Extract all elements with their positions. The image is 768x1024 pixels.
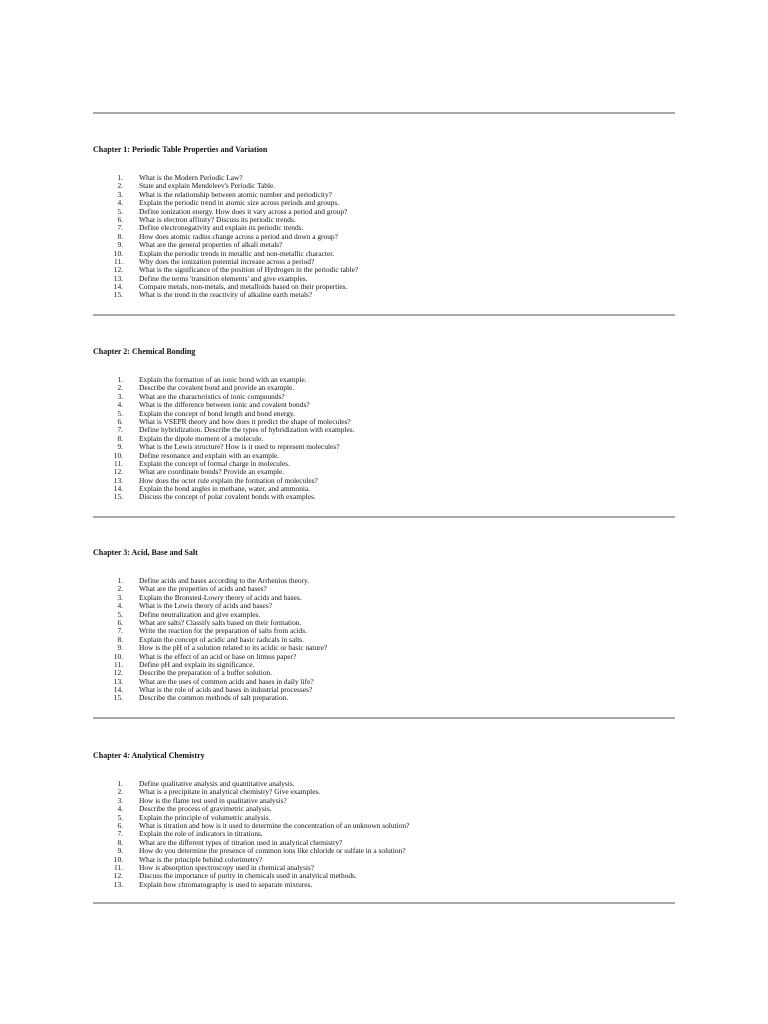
- question-text: What is the role of acids and bases in industrial processes?: [139, 685, 313, 695]
- question-text: What is a precipitate in analytical chemistry? Give examples.: [139, 787, 321, 797]
- question-number: 2.: [117, 181, 123, 191]
- question-list: [93, 577, 693, 703]
- question-text: Describe the preparation of a buffer solution.: [139, 668, 273, 678]
- question-number: 6.: [117, 214, 123, 224]
- question-text: What is the effect of an acid or base on litmus paper?: [139, 651, 297, 661]
- question-text: Write the reaction for the preparation of salts from acids.: [139, 626, 307, 636]
- question-number: 1.: [117, 576, 123, 585]
- question-text: What is the Lewis structure? How is it used to represent molecules?: [139, 442, 340, 452]
- question-text: Compare metals, non-metals, and metalloids based on their properties.: [139, 282, 348, 292]
- question-number: 3.: [117, 795, 123, 805]
- question-text: How is absorption spectroscopy used in chemical analysis?: [139, 862, 315, 872]
- question-number: 10.: [113, 450, 123, 460]
- question-number: 11.: [114, 256, 123, 266]
- question-number: 7.: [117, 425, 123, 435]
- question-text: What is the difference between ionic and covalent bonds?: [139, 400, 310, 410]
- chapter-3: [93, 548, 693, 703]
- question-number: 4.: [117, 601, 123, 611]
- question-number: 15.: [113, 492, 123, 502]
- question-text: How does the octet rule explain the formation of molecules?: [139, 475, 318, 485]
- question-number: 8.: [117, 433, 123, 443]
- question-text: Discuss the importance of purity in chemicals used in analytical methods.: [139, 871, 357, 881]
- question-text: Define neutralization and give examples.: [139, 609, 261, 619]
- divider: [93, 717, 675, 719]
- question-text: Explain the periodic trends in metallic and non-metallic character.: [139, 248, 335, 258]
- question-text: What is the Modern Periodic Law?: [139, 173, 243, 182]
- question-item: [93, 291, 693, 299]
- question-number: 11.: [114, 458, 123, 468]
- question-text: Describe the covalent bond and provide an example.: [139, 383, 295, 393]
- question-number: 5.: [117, 206, 123, 216]
- question-list: [93, 780, 693, 889]
- question-text: Explain the concept of formal charge in molecules.: [139, 458, 290, 468]
- question-number: 6.: [117, 820, 123, 830]
- question-text: Explain the concept of bond length and bond energy.: [139, 408, 295, 418]
- chapter-title: Chapter 3: Acid, Base and Salt: [93, 548, 198, 557]
- question-item: [93, 694, 693, 702]
- question-number: 15.: [113, 693, 123, 703]
- question-number: 4.: [117, 198, 123, 208]
- chapter-1: [93, 145, 693, 300]
- question-text: Explain the dipole moment of a molecule.: [139, 433, 264, 443]
- question-number: 9.: [117, 240, 123, 250]
- question-text: Define qualitative analysis and quantitative analysis.: [139, 779, 295, 788]
- question-number: 4.: [117, 804, 123, 814]
- question-number: 5.: [117, 609, 123, 619]
- question-number: 7.: [117, 223, 123, 233]
- question-text: What is VSEPR theory and how does it predict the shape of molecules?: [139, 416, 351, 426]
- divider: [93, 516, 675, 518]
- question-text: What is electron affinity? Discuss its periodic trends.: [139, 214, 296, 224]
- question-number: 7.: [117, 626, 123, 636]
- question-list: [93, 174, 693, 300]
- question-text: Describe the common methods of salt preparation.: [139, 693, 289, 703]
- question-text: What are the properties of acids and bases?: [139, 584, 267, 594]
- question-text: How is the flame test used in qualitative analysis?: [139, 795, 287, 805]
- question-number: 14.: [113, 685, 123, 695]
- question-item: [93, 493, 693, 501]
- question-number: 5.: [117, 408, 123, 418]
- question-number: 4.: [117, 400, 123, 410]
- question-number: 12.: [113, 467, 123, 477]
- question-number: 1.: [117, 779, 123, 788]
- question-text: Explain the bond angles in methane, water, and ammonia.: [139, 484, 311, 494]
- question-text: What are coordinate bonds? Provide an example.: [139, 467, 285, 477]
- question-text: What are the general properties of alkali metals?: [139, 240, 283, 250]
- question-text: What is the trend in the reactivity of alkaline earth metals?: [139, 290, 313, 300]
- question-number: 8.: [117, 837, 123, 847]
- divider-top: [93, 112, 675, 114]
- question-number: 1.: [117, 375, 123, 384]
- chapter-title: Chapter 4: Analytical Chemistry: [93, 751, 205, 760]
- question-text: How do you determine the presence of common ions like chloride or sulfate in a solution?: [139, 846, 406, 856]
- question-number: 12.: [113, 265, 123, 275]
- question-text: State and explain Mendeleev's Periodic Table.: [139, 181, 276, 191]
- question-number: 2.: [117, 584, 123, 594]
- question-text: What is the significance of the position of Hydrogen in the periodic table?: [139, 265, 359, 275]
- question-text: Explain the principle of volumetric analysis.: [139, 812, 271, 822]
- question-item: [93, 881, 693, 889]
- question-text: Define pH and explain its significance.: [139, 659, 255, 669]
- chapter-2: [93, 347, 693, 502]
- question-text: Define electronegativity and explain its periodic trends.: [139, 223, 304, 233]
- question-text: Define acids and bases according to the Arrhenius theory.: [139, 576, 310, 585]
- question-text: What are the different types of titration used in analytical chemistry?: [139, 837, 343, 847]
- question-number: 11.: [114, 659, 123, 669]
- question-number: 11.: [114, 862, 123, 872]
- chapter-4: [93, 751, 693, 889]
- question-text: Discuss the concept of polar covalent bonds with examples.: [139, 492, 316, 502]
- divider: [93, 314, 675, 316]
- question-text: What is titration and how is it used to determine the concentration of an unknown solution?: [139, 820, 410, 830]
- question-number: 1.: [117, 173, 123, 182]
- question-text: How is the pH of a solution related to its acidic or basic nature?: [139, 643, 328, 653]
- question-number: 13.: [113, 879, 123, 889]
- question-number: 13.: [113, 676, 123, 686]
- question-text: What are the uses of common acids and bases in daily life?: [139, 676, 314, 686]
- question-number: 9.: [117, 846, 123, 856]
- question-text: Explain the Bronsted-Lowry theory of acids and bases.: [139, 592, 302, 602]
- question-number: 14.: [113, 484, 123, 494]
- question-number: 6.: [117, 416, 123, 426]
- question-number: 2.: [117, 787, 123, 797]
- question-number: 2.: [117, 383, 123, 393]
- question-number: 9.: [117, 442, 123, 452]
- question-text: Explain the role of indicators in titrations.: [139, 829, 263, 839]
- question-text: Describe the process of gravimetric analysis.: [139, 804, 272, 814]
- divider-bottom: [93, 902, 675, 904]
- question-list: [93, 376, 693, 502]
- question-number: 10.: [113, 248, 123, 258]
- question-text: Explain the periodic trend in atomic size across periods and groups.: [139, 198, 340, 208]
- question-number: 3.: [117, 391, 123, 401]
- question-text: Define the terms 'transition elements' and give examples.: [139, 273, 308, 283]
- question-text: Define resonance and explain with an example.: [139, 450, 280, 460]
- question-text: Explain the formation of an ionic bond with an example.: [139, 375, 307, 384]
- question-number: 13.: [113, 273, 123, 283]
- question-number: 12.: [113, 871, 123, 881]
- question-number: 10.: [113, 651, 123, 661]
- question-number: 5.: [117, 812, 123, 822]
- question-number: 8.: [117, 634, 123, 644]
- question-number: 7.: [117, 829, 123, 839]
- question-text: What is the relationship between atomic number and periodicity?: [139, 189, 332, 199]
- question-number: 13.: [113, 475, 123, 485]
- question-text: Explain the concept of acidic and basic radicals in salts.: [139, 634, 304, 644]
- question-text: What is the principle behind colorimetry?: [139, 854, 263, 864]
- question-number: 6.: [117, 617, 123, 627]
- question-text: Define hybridization. Describe the types of hybridization with examples.: [139, 425, 355, 435]
- chapter-title: Chapter 1: Periodic Table Properties and Variation: [93, 145, 268, 154]
- question-text: What are the characteristics of ionic compounds?: [139, 391, 285, 401]
- question-number: 15.: [113, 290, 123, 300]
- question-text: Define ionization energy. How does it vary across a period and group?: [139, 206, 348, 216]
- chapter-title: Chapter 2: Chemical Bonding: [93, 347, 196, 356]
- question-number: 14.: [113, 282, 123, 292]
- question-number: 3.: [117, 189, 123, 199]
- question-text: What is the Lewis theory of acids and bases?: [139, 601, 272, 611]
- question-number: 9.: [117, 643, 123, 653]
- question-text: How does atomic radius change across a period and down a group?: [139, 231, 338, 241]
- question-number: 12.: [113, 668, 123, 678]
- question-number: 8.: [117, 231, 123, 241]
- question-text: Why does the ionization potential increase across a period?: [139, 256, 315, 266]
- question-number: 3.: [117, 592, 123, 602]
- question-number: 10.: [113, 854, 123, 864]
- question-text: What are salts? Classify salts based on their formation.: [139, 617, 302, 627]
- question-text: Explain how chromatography is used to separate mixtures.: [139, 879, 313, 889]
